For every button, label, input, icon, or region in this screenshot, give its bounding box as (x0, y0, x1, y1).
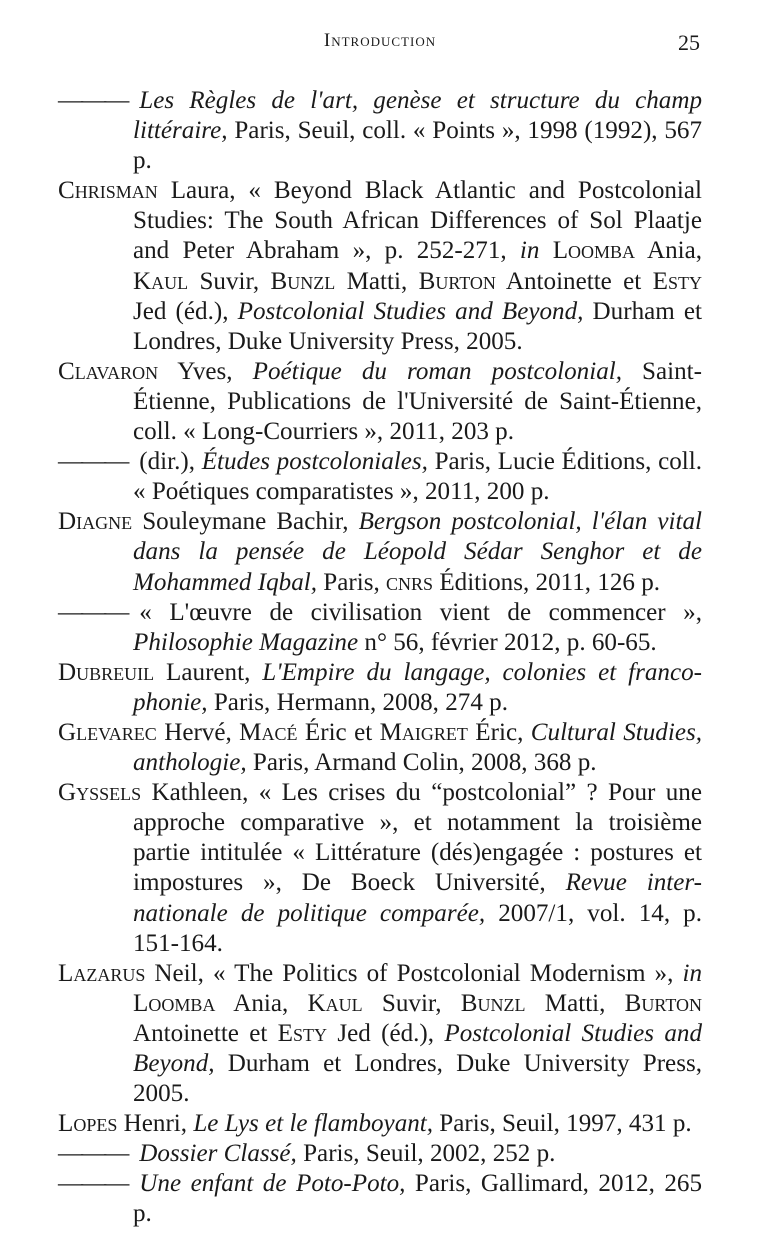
work-title: Poétique du roman postcolonial, (252, 357, 622, 385)
author-name: Bunzl (270, 267, 336, 295)
work-title: Bergson postcolonial, l'élan vital dans la pensée de Léopold Sédar Senghor et de Mohammed Iqbal, (133, 508, 702, 596)
entry-text: Durham et Londres, Duke University Press, 2005. (133, 1050, 702, 1108)
work-title: Le Lys et le flamboyant, (193, 1110, 434, 1138)
entry-text: Henri, (117, 1110, 194, 1138)
work-title: Les Règles de l'art, genèse et structure du champ littéraire, (133, 87, 702, 145)
bibliography-entry (58, 507, 702, 597)
entry-text: Paris, Seuil, 2002, 252 p. (296, 1140, 556, 1168)
author-name: Diagne (58, 508, 133, 536)
author-name: Burton (624, 989, 703, 1017)
entry-text: Paris, Gallimard, 2012, 265 p. (133, 1170, 702, 1228)
bibliography-entry (58, 357, 702, 447)
repeat-author-rule: ——— (58, 1170, 128, 1198)
repeat-author-rule: ——— (58, 1140, 128, 1168)
bibliography-entry (58, 86, 702, 176)
work-title: Revue inter-nationale de politique comparée, (133, 869, 703, 927)
entry-text: Éditions, 2011, 126 p. (433, 568, 661, 596)
work-title: Études postcoloniales, (201, 448, 428, 476)
bibliography-entry (58, 1169, 702, 1229)
entry-text: 2007/1, vol. 14, p. 151-164. (133, 899, 702, 957)
entry-text: Suvir, (188, 267, 271, 295)
entry-text: Laura, « Beyond Black Atlantic and Postcolonial Studies: The South African Differences of Sol Plaatje and Peter Abraham », p. 252-271, (133, 177, 702, 265)
entry-text: Paris, Lucie Éditions, coll. « Poétiques comparatistes », 2011, 200 p. (133, 448, 702, 506)
work-title: L'Empire du langage, colonies et franco-phonie, (133, 658, 702, 716)
entry-text: Jed (éd.), (327, 1019, 445, 1047)
entry-text: « L'œuvre de civilisation vient de commencer », (139, 598, 702, 626)
entry-text: Éric et (297, 718, 380, 746)
author-name: cnrs (386, 568, 434, 596)
author-name: Esty (652, 267, 702, 295)
bibliography-entry (58, 1109, 702, 1139)
entry-text: Neil, « The Politics of Postcolonial Modernism », (145, 959, 683, 987)
running-title: Introduction (323, 30, 437, 51)
entry-text: Antoinette et (495, 267, 653, 295)
repeat-author-rule: ——— (58, 598, 128, 626)
entry-text: Laurent, (154, 658, 263, 686)
entry-text: (dir.), (139, 448, 202, 476)
work-title: Dossier Classé, (139, 1140, 297, 1168)
author-name: Dubreuil (58, 658, 155, 686)
author-name: Clavaron (58, 357, 159, 385)
work-title: in (519, 237, 540, 265)
entry-text: Paris, (317, 568, 387, 596)
work-title: Postcolonial Studies and Beyond, (133, 1019, 702, 1077)
author-name: Lazarus (58, 959, 146, 987)
entry-text: Paris, Hermann, 2008, 274 p. (207, 688, 508, 716)
entry-text: Antoinette et (133, 1019, 278, 1047)
entry-text: Durham et Londres, Duke University Press, 2005. (133, 297, 702, 355)
page-number: 25 (678, 30, 700, 55)
work-title: Une enfant de Poto-Poto, (139, 1170, 406, 1198)
bibliography-entry (58, 598, 702, 658)
entry-text: Paris, Seuil, 1997, 431 p. (433, 1110, 692, 1138)
repeat-author-rule: ——— (58, 87, 128, 114)
work-title: Postcolonial Studies and Beyond, (237, 297, 584, 325)
bibliography-entry (58, 176, 702, 357)
bibliography-entry (58, 718, 702, 778)
author-name: Loomba (552, 237, 636, 265)
author-name: Gyssels (58, 779, 142, 807)
entry-text: Éric, (467, 718, 531, 746)
entry-text: Suvir, (362, 989, 461, 1017)
entry-text: Jed (éd.), (133, 297, 238, 325)
bibliography-entry (58, 658, 702, 718)
author-name: Chrisman (58, 177, 158, 205)
bibliography-entry (58, 1139, 702, 1169)
entry-text: Ania, (635, 237, 702, 265)
author-name: Lopes (58, 1110, 118, 1138)
author-name: Kaul (133, 267, 189, 295)
repeat-author-rule: ——— (58, 448, 128, 476)
entry-text: Paris, Seuil, coll. « Points », 1998 (1992), 567 p. (133, 117, 702, 175)
entry-text: Ania, (215, 989, 308, 1017)
bibliography-list (58, 86, 702, 1230)
entry-text: Kathleen, « Les crises du “postcolonial” ? Pour une approche comparative », et notamment la troisième partie intitulée « Littérature (dés)engagée : postures et impostures », De Boeck Université, (133, 779, 702, 897)
author-name: Maigret (379, 718, 468, 746)
author-name: Burton (418, 267, 496, 295)
bibliography-entry (58, 778, 702, 959)
running-head (60, 30, 700, 62)
author-name: Glevarec (58, 718, 157, 746)
entry-text: Matti, (525, 989, 625, 1017)
work-title: Cultural Studies, anthologie, (133, 718, 702, 777)
entry-text: Saint-Étienne, Publications de l'Université de Saint-Étienne, coll. « Long-Courriers », 2011, 203 p. (133, 357, 702, 446)
entry-text: Souleymane Bachir, (132, 508, 359, 536)
entry-text: n° 56, février 2012, p. 60-65. (358, 628, 657, 656)
author-name: Kaul (307, 989, 363, 1017)
entry-text: Paris, Armand Colin, 2008, 368 p. (246, 749, 597, 777)
bibliography-entry (58, 447, 702, 507)
work-title: in (682, 959, 702, 987)
entry-text: Matti, (335, 267, 419, 295)
author-name: Bunzl (460, 989, 526, 1017)
entry-text (539, 237, 552, 264)
work-title: Philosophie Magazine (133, 628, 359, 656)
author-name: Esty (277, 1019, 328, 1047)
bibliography-entry (58, 959, 702, 1109)
author-name: Loomba (133, 989, 216, 1017)
entry-text: Yves, (158, 357, 253, 385)
author-name: Macé (239, 718, 298, 746)
entry-text: Hervé, (156, 718, 240, 746)
